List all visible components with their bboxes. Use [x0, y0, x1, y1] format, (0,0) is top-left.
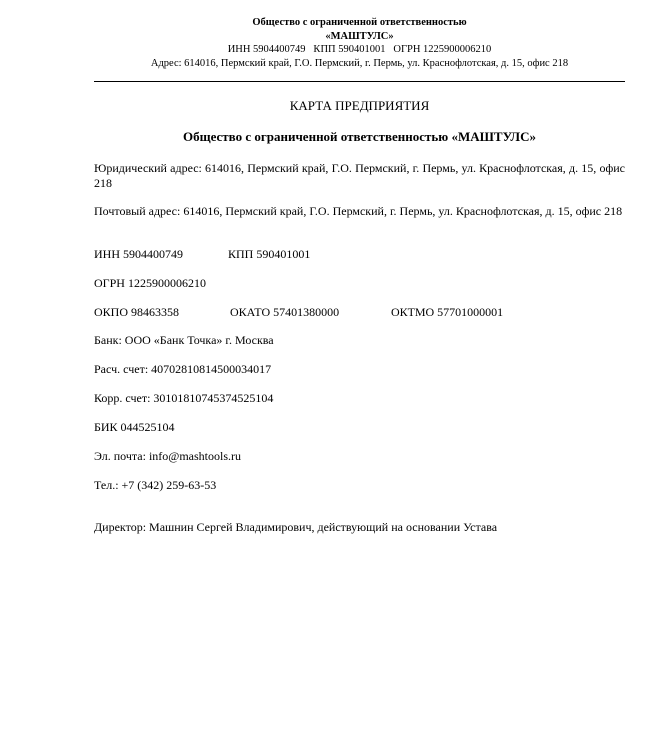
- director-value: Директор: Машнин Сергей Владимирович, действующий на основании Устава: [94, 520, 498, 534]
- okato-value: ОКАТО 57401380000: [230, 305, 340, 319]
- account-value: Расч. счет: 40702810814500034017: [94, 362, 272, 376]
- company-name: Общество с ограниченной ответственностью «МАШТУЛС»: [182, 129, 536, 144]
- bik-value: БИК 044525104: [94, 420, 175, 434]
- kpp-value: КПП 590401001: [228, 247, 311, 261]
- postal-address: Почтовый адрес: 614016, Пермский край, Г.О. Пермский, г. Пермь, ул. Краснофлотская, д. 15, офис 218: [94, 204, 623, 218]
- letterhead-divider: [94, 81, 625, 82]
- letterhead-codes: ИНН 5904400749 КПП 590401001 ОГРН 1225900006210: [227, 44, 492, 55]
- oktmo-value: ОКТМО 57701000001: [391, 305, 504, 319]
- corr-account-value: Корр. счет: 30101810745374525104: [94, 391, 274, 405]
- bank-value: Банк: ООО «Банк Точка» г. Москва: [94, 333, 274, 347]
- phone-value: Тел.: +7 (342) 259-63-53: [94, 478, 217, 492]
- ogrn-value: ОГРН 1225900006210: [94, 276, 206, 290]
- okpo-value: ОКПО 98463358: [94, 305, 180, 319]
- letterhead-org-line2: «МАШТУЛС»: [325, 30, 394, 42]
- letterhead: [94, 16, 625, 70]
- letterhead-address: Адрес: 614016, Пермский край, Г.О. Пермский, г. Пермь, ул. Краснофлотская, д. 15, офис 218: [150, 57, 569, 69]
- page-title: КАРТА ПРЕДПРИЯТИЯ: [289, 98, 430, 113]
- legal-address: Юридический адрес: 614016, Пермский край, Г.О. Пермский, г. Пермь, ул. Краснофлотская, д. 15, офис 218: [94, 161, 625, 190]
- letterhead-org-line1: Общество с ограниченной ответственностью: [252, 17, 467, 28]
- inn-value: ИНН 5904400749: [94, 247, 183, 261]
- email-value: Эл. почта: info@mashtools.ru: [94, 449, 241, 463]
